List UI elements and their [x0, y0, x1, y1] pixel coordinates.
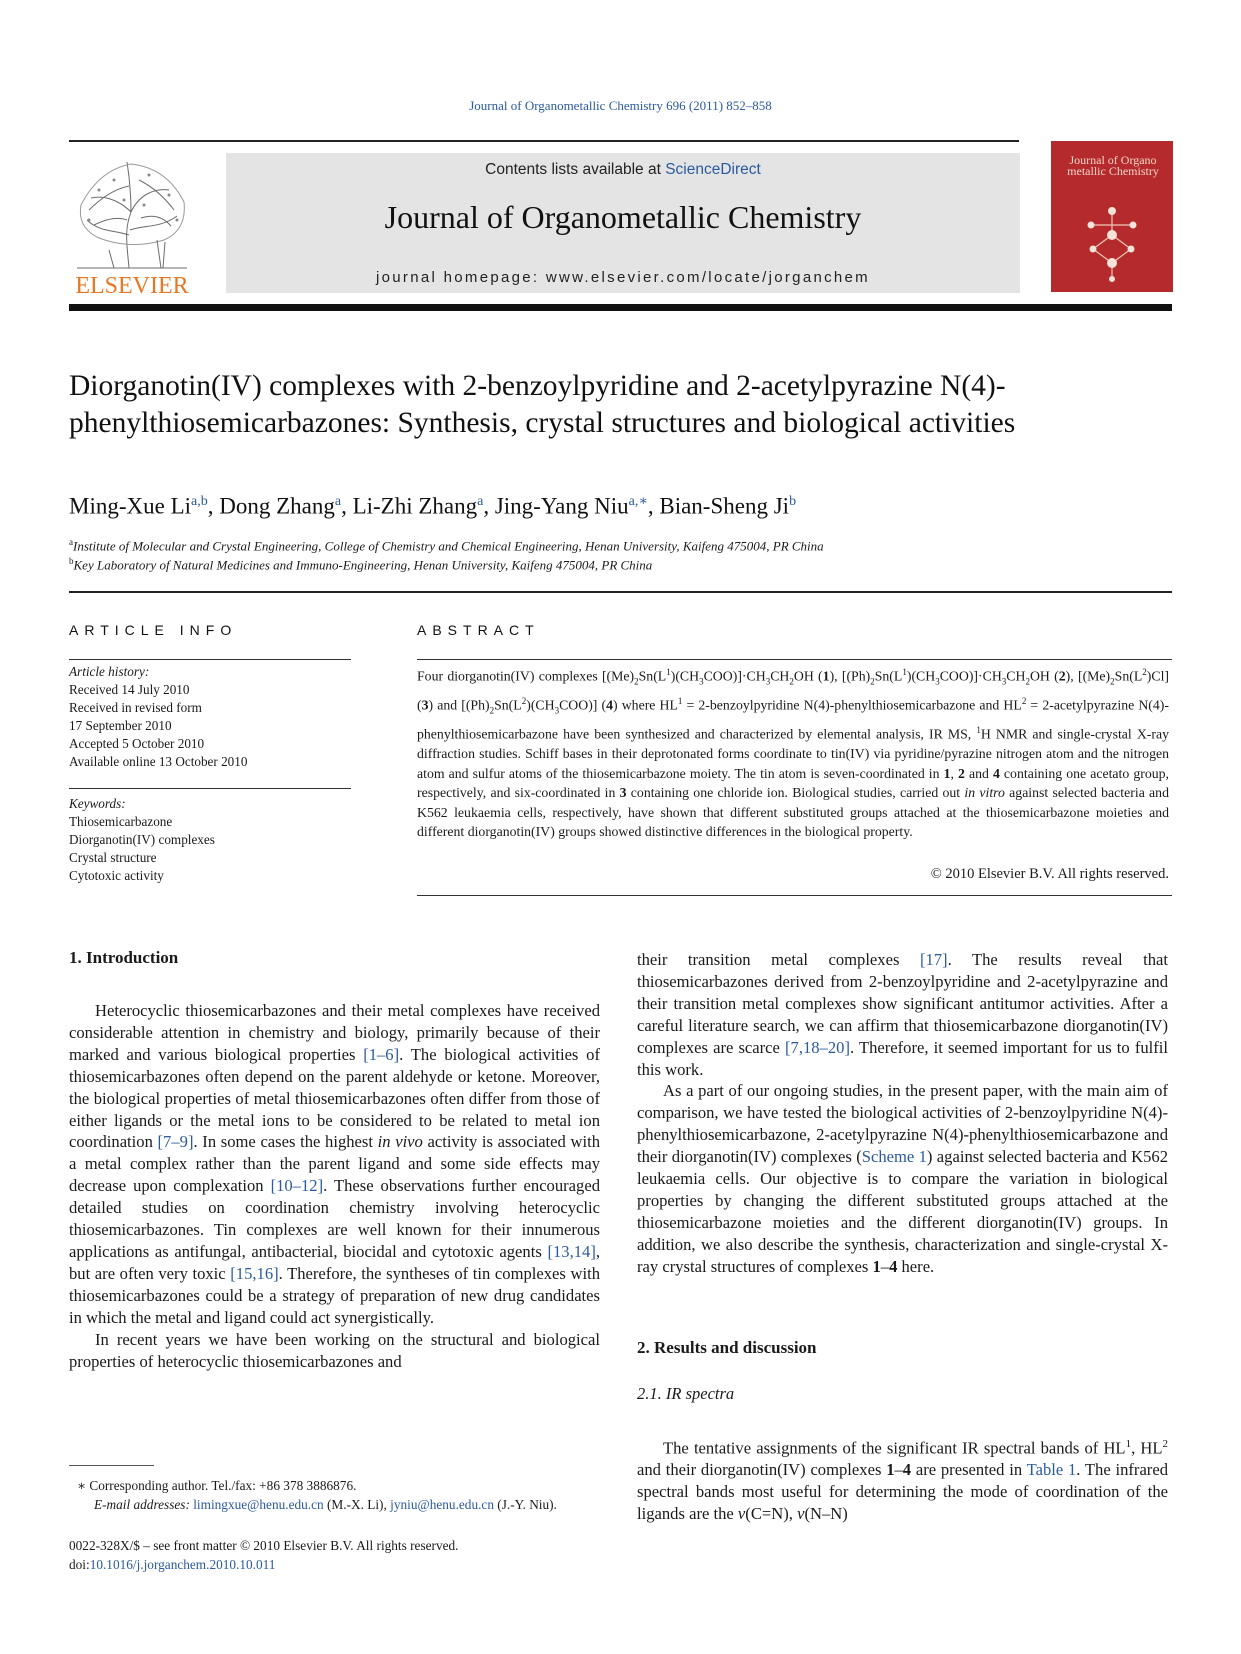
- elsevier-logo: [69, 150, 196, 298]
- journal-title: Journal of Organometallic Chemistry: [384, 199, 862, 235]
- affiliation-a: [69, 537, 1169, 554]
- cover-title: Journal of Organo metallic Chemistry: [1067, 153, 1159, 178]
- body-column-left: [69, 1000, 600, 1372]
- email-owner: (J.-Y. Niu).: [497, 1496, 557, 1512]
- tree-icon: [69, 150, 196, 298]
- front-matter: [69, 1537, 609, 1574]
- email-link[interactable]: limingxue@henu.edu.cn: [193, 1496, 324, 1512]
- keyword[interactable]: Thiosemicarbazone: [69, 813, 173, 829]
- author-affil-mark[interactable]: a,b: [191, 494, 208, 509]
- author-affil-mark[interactable]: a: [477, 494, 484, 509]
- abstract-copyright: © 2010 Elsevier B.V. All rights reserved.: [930, 866, 1169, 882]
- email-label: E-mail addresses:: [94, 1496, 190, 1512]
- info-rule: [69, 659, 351, 660]
- article-title: Diorganotin(IV) complexes with 2-benzoylpyridine and 2-acetylpyrazine N(4)-phenylthiosemicarbazones: Synthesis, crystal structures and biological activities: [69, 370, 1016, 439]
- paragraph: The tentative assignments of the significant IR spectral bands of $HL^1$, $HL^2$ and their diorganotin(IV) complexes 1–4 are presented in Table 1. The infrared spectral bands most useful for determining the mode of coordination of the ligands are the ν(C=N), ν(N–N): [637, 1438, 1168, 1524]
- history-item: Received 14 July 2010: [69, 681, 190, 697]
- corresponding-author: ∗ Corresponding author. Tel./fax: +86 378 3886876.: [77, 1478, 357, 1493]
- footnote-rule: [69, 1465, 154, 1466]
- author-name: Bian-Sheng Ji: [659, 493, 790, 519]
- paragraph: As a part of our ongoing studies, in the present paper, with the main aim of comparison, we have tested the biological activities of 2-benzoylpyridine N(4)-phenylthiosemicarbazone, 2-acetylpyrazine N(4)-phenylthiosemicarbazone and their diorganotin(IV) complexes (Scheme 1) against selected bacteria and K562 leukaemia cells. Our objective is to compare the variation in biological properties by changing the different substituted groups attached at the thiosemicarbazone moieties and the different diorganotin(IV) groups. In addition, we also describe the synthesis, characterization and single-crystal X-ray crystal structures of complexes 1–4 here.: [637, 1081, 1168, 1276]
- email-owner: (M.-X. Li),: [326, 1496, 387, 1512]
- article-history: [69, 663, 351, 770]
- issn-line: 0022-328X/$ – see front matter © 2010 Elsevier B.V. All rights reserved.: [69, 1538, 459, 1553]
- body-column-right: [637, 949, 1168, 1278]
- email-link[interactable]: jyniu@henu.edu.cn: [390, 1496, 494, 1512]
- doi-prefix: doi:: [69, 1556, 90, 1572]
- doi-link[interactable]: 10.1016/j.jorganchem.2010.10.011: [89, 1556, 276, 1572]
- paragraph: In recent years we have been working on the structural and biological properties of heterocyclic thiosemicarbazones and: [69, 1329, 600, 1371]
- header-rule: [69, 140, 1019, 142]
- section-rule: [69, 591, 1172, 593]
- contents-line: [226, 161, 1020, 179]
- history-item: Available online 13 October 2010: [69, 753, 248, 769]
- affiliation-mark: b: [69, 556, 74, 566]
- body-column-right-ir: [637, 1434, 1168, 1525]
- paragraph: their transition metal complexes [17]. The results reveal that thiosemicarbazones derived from 2-benzoylpyridine and 2-acetylpyrazine and their transition metal complexes show significant antitumor activities. After a careful literature search, we can affirm that thiosemicarbazone diorganotin(IV) complexes are scarce [7,18–20]. Therefore, it seemed important for us to fulfil this work.: [637, 950, 1169, 1079]
- journal-cover[interactable]: [1051, 141, 1173, 292]
- info-rule: [69, 788, 351, 789]
- contents-prefix: Contents lists available at: [485, 161, 666, 178]
- affiliation-mark: a: [69, 537, 73, 547]
- keyword[interactable]: Diorganotin(IV) complexes: [69, 831, 215, 847]
- sciencedirect-link[interactable]: ScienceDirect: [665, 161, 761, 178]
- journal-citation[interactable]: Journal of Organometallic Chemistry 696 (2011) 852–858: [469, 98, 772, 113]
- history-item: 17 September 2010: [69, 717, 172, 733]
- author-name: Ming-Xue Li: [69, 493, 192, 519]
- author-affil-mark[interactable]: b: [789, 494, 797, 509]
- footnote: [69, 1477, 609, 1514]
- abstract-text: Four diorganotin(IV) complexes $[(Me)_2Sn(L^1)(CH_3COO)]\cdot CH_3CH_2OH$ (1), $[(Ph)_2Sn(L^1)(CH_3COO)]\cdot CH_3CH_2OH$ (2), $[(Me)_2Sn(L^2)Cl]$ (3) and $[(Ph)_2Sn(L^2)(CH_3COO)]$ (4) where $HL^1$ = 2-benzoylpyridine N(4)-phenylthiosemicarbazone and $HL^2$ = 2-acetylpyrazine N(4)-phenylthiosemicarbazone have been synthesized and characterized by elemental analysis, IR MS, $^1$H NMR and single-crystal X-ray diffraction studies. Schiff bases in their deprotonated forms coordinate to tin(IV) via pyridine/pyrazine nitrogen atom and the nitrogen atom and sulfur atoms of the thiosemicarbazone moiety. The tin atom is seven-coordinated in 1, 2 and 4 containing one acetato group, respectively, and six-coordinated in 3 containing one chloride ion. Biological studies, carried out in vitro against selected bacteria and K562 leukaemia cells, respectively, have shown that different substituted groups attached at the thiosemicarbazone moieties and different diorganotin(IV) groups showed distinctive differences in the biological property.: [417, 667, 1169, 840]
- history-item: Received in revised form: [69, 699, 202, 715]
- journal-banner: [226, 153, 1020, 293]
- history-item: Accepted 5 October 2010: [69, 735, 205, 751]
- header-thick-rule: [69, 304, 1172, 311]
- section-heading-results: 2. Results and discussion: [637, 1338, 817, 1357]
- author-name: Li-Zhi Zhang: [352, 493, 478, 519]
- abstract-rule: [417, 659, 1172, 660]
- journal-homepage[interactable]: journal homepage: www.elsevier.com/locate/jorganchem: [376, 269, 870, 286]
- abstract-heading: ABSTRACT: [417, 622, 540, 638]
- affiliation-text: Key Laboratory of Natural Medicines and Immuno-Engineering, Henan University, Kaifeng 475004, PR China: [73, 557, 653, 573]
- abstract-rule: [417, 895, 1172, 896]
- subsection-heading-ir: 2.1. IR spectra: [637, 1384, 735, 1403]
- elsevier-wordmark: ELSEVIER: [75, 273, 189, 298]
- affiliation-text: Institute of Molecular and Crystal Engineering, College of Chemistry and Chemical Engineering, Henan University, Kaifeng 475004, PR China: [73, 538, 824, 554]
- keyword[interactable]: Crystal structure: [69, 849, 157, 865]
- paragraph: Heterocyclic thiosemicarbazones and their metal complexes have received considerable attention in chemistry and biology, primarily because of their marked and various biological properties [1–6]. The biological activities of thiosemicarbazones often depend on the parent aldehyde or ketone. Moreover, the biological properties of metal thiosemicarbazones often differ from those of either ligands or the metal ions to be considered to be related to metal ion coordination [7–9]. In some cases the highest in vivo activity is associated with a metal complex rather than the parent ligand and some side effects may decrease upon complexation [10–12]. These observations further encouraged detailed studies on coordination chemistry involving heterocyclic thiosemicarbazones. Tin complexes are well known for their innumerous applications as antifungal, antibacterial, biocidal and cytotoxic agents [13,14], but are often very toxic [15,16]. Therefore, the syntheses of tin complexes with thiosemicarbazones could be a strategy of preparation of new drug candidates in which the metal and ligand could act synergistically.: [69, 1001, 600, 1327]
- keywords-label: Keywords:: [69, 796, 126, 811]
- author-affil-mark[interactable]: a: [334, 494, 342, 509]
- author-list: Ming-Xue Li$^{a,b}$, Dong Zhang$^a$, Li-Zhi Zhang$^a$, Jing-Yang Niu$^{a,∗}$, Bian-Sheng Ji$^b$: [69, 493, 797, 519]
- affiliation-b: [69, 556, 1169, 573]
- keyword[interactable]: Cytotoxic activity: [69, 867, 164, 883]
- section-heading-introduction: 1. Introduction: [69, 948, 179, 967]
- author-name: Jing-Yang Niu: [494, 493, 629, 519]
- history-label: Article history:: [69, 664, 150, 679]
- author-name: Dong Zhang: [219, 493, 335, 519]
- keywords: [69, 795, 351, 885]
- author-affil-mark[interactable]: a,∗: [628, 494, 648, 509]
- molecule-icon: [1071, 203, 1153, 283]
- article-info-heading: ARTICLE INFO: [69, 622, 238, 638]
